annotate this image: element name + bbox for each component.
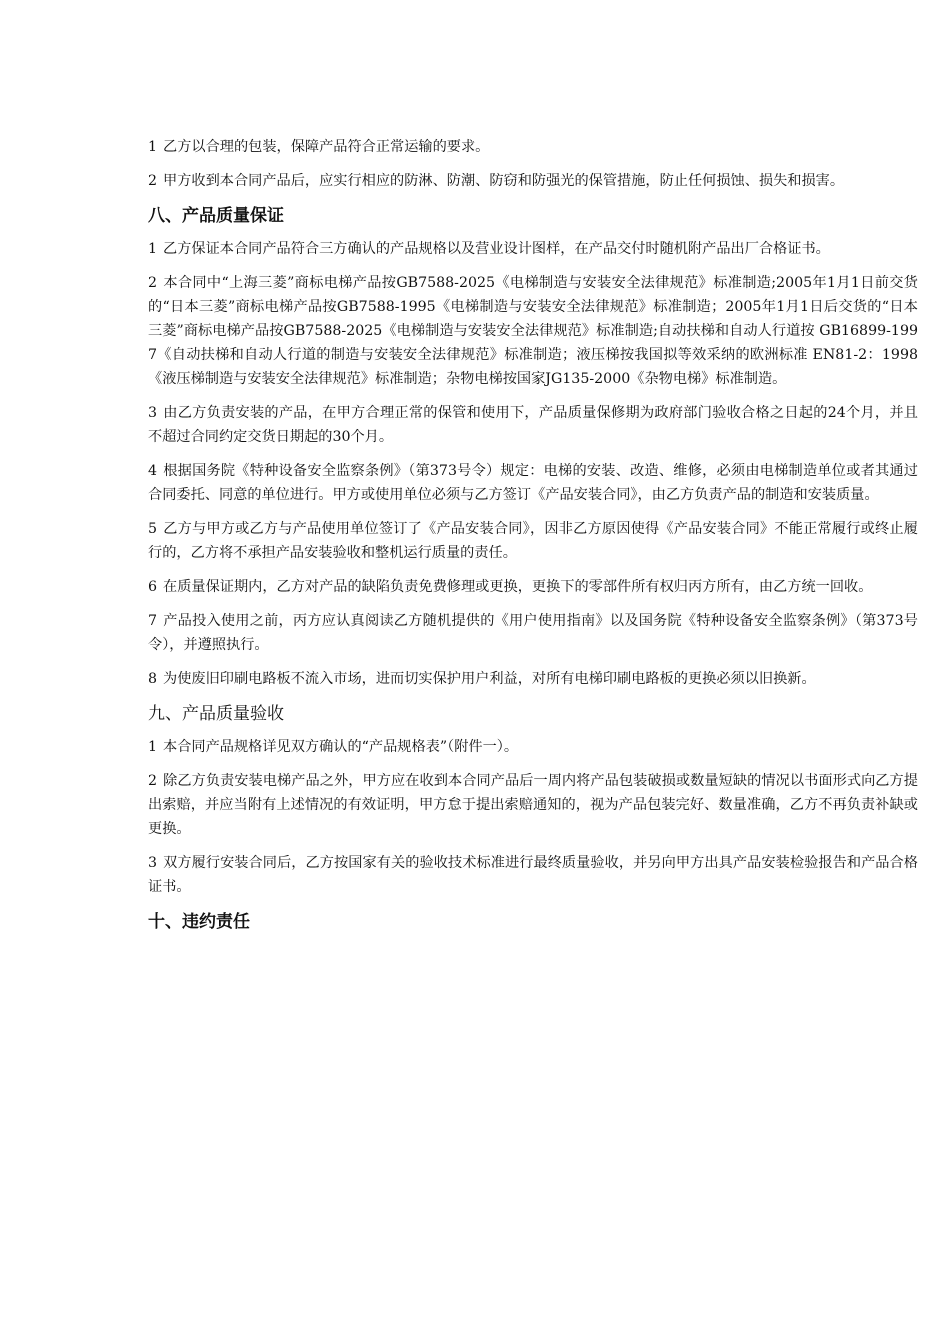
- clause-8-6: 6 在质量保证期内，乙方对产品的缺陷负责免费修理或更换，更换下的零部件所有权归丙方所有，由乙方统一回收。: [148, 579, 873, 595]
- section7-tail: [148, 135, 918, 193]
- clause-8-2: 2 本合同中“上海三菱”商标电梯产品按GB7588-2025《电梯制造与安装安全法律规范》标准制造;2005年1月1日前交货的“日本三菱”商标电梯产品按GB7588-1995《电梯制造与安装安全法律规范》标准制造；2005年1月1日后交货的“日本三菱”商标电梯产品按GB7588-2025《电梯制造与安装安全法律规范》标准制造;自动扶梯和自动人行道按 GB16899-1997《自动扶梯和自动人行道的制造与安装安全法律规范》标准制造；液压梯按我国拟等效采纳的欧洲标准 EN81-2：1998《液压梯制造与安装安全法律规范》标准制造；杂物电梯按国家JG135-2000《杂物电梯》标准制造。: [148, 275, 918, 387]
- clause-7-2: 2 甲方收到本合同产品后，应实行相应的防淋、防潮、防窃和防强光的保管措施，防止任何损蚀、损失和损害。: [148, 173, 845, 189]
- clause-9-3: 3 双方履行安装合同后，乙方按国家有关的验收技术标准进行最终质量验收，并另向甲方出具产品安装检验报告和产品合格证书。: [148, 855, 918, 895]
- clause-8-7: 7 产品投入使用之前，丙方应认真阅读乙方随机提供的《用户使用指南》以及国务院《特种设备安全监察条例》（第373号令），并遵照执行。: [148, 613, 918, 653]
- clause-8-1: 1 乙方保证本合同产品符合三方确认的产品规格以及营业设计图样，在产品交付时随机附产品出厂合格证书。: [148, 241, 830, 257]
- clause-9-1: 1 本合同产品规格详见双方确认的“产品规格表”（附件一）。: [148, 739, 519, 755]
- clause-8-3: 3 由乙方负责安装的产品，在甲方合理正常的保管和使用下，产品质量保修期为政府部门验收合格之日起的24个月，并且不超过合同约定交货日期起的30个月。: [148, 405, 918, 445]
- clause-8-5: 5 乙方与甲方或乙方与产品使用单位签订了《产品安装合同》，因非乙方原因使得《产品安装合同》不能正常履行或终止履行的，乙方将不承担产品安装验收和整机运行质量的责任。: [148, 521, 918, 561]
- section-8-heading: 八、产品质量保证: [148, 206, 284, 226]
- section-10-heading: 十、违约责任: [148, 912, 250, 932]
- document-page: [148, 135, 918, 943]
- clause-9-2: 2 除乙方负责安装电梯产品之外，甲方应在收到本合同产品后一周内将产品包装破损或数量短缺的情况以书面形式向乙方提出索赔，并应当附有上述情况的有效证明，甲方怠于提出索赔通知的，视为产品包装完好、数量准确，乙方不再负责补缺或更换。: [148, 773, 918, 837]
- section-10: [148, 909, 918, 935]
- clause-8-8: 8 为使废旧印刷电路板不流入市场，进而切实保护用户利益，对所有电梯印刷电路板的更换必须以旧换新。: [148, 671, 816, 687]
- section-9: [148, 701, 918, 899]
- section-9-heading: 九、产品质量验收: [148, 704, 284, 724]
- section-8: [148, 203, 918, 691]
- clause-8-4: 4 根据国务院《特种设备安全监察条例》（第373号令）规定：电梯的安装、改造、维修，必须由电梯制造单位或者其通过合同委托、同意的单位进行。甲方或使用单位必须与乙方签订《产品安装合同》，由乙方负责产品的制造和安装质量。: [148, 463, 918, 503]
- clause-7-1: 1 乙方以合理的包装，保障产品符合正常运输的要求。: [148, 139, 490, 155]
